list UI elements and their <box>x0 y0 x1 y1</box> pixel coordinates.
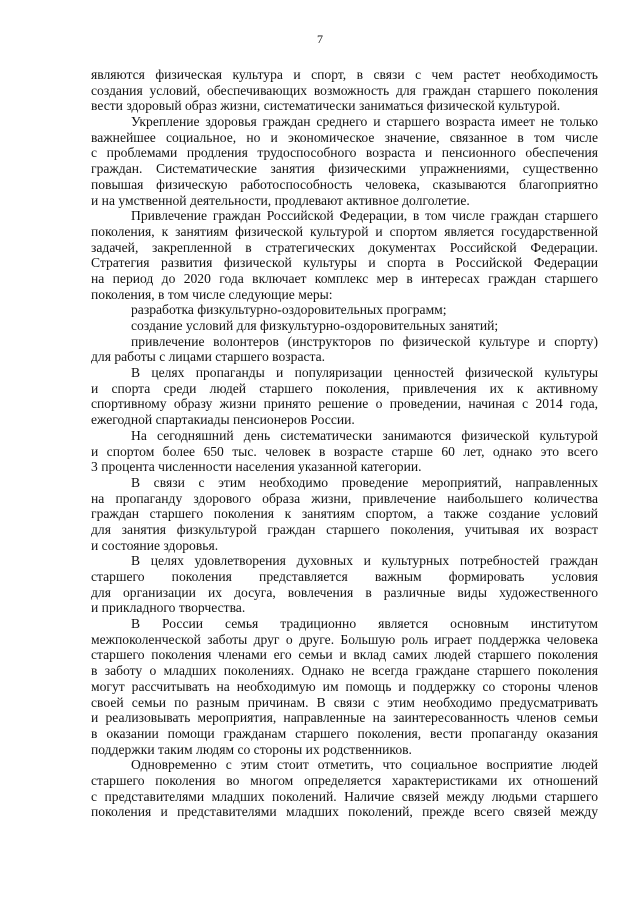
text-line: и спорта среди людей старшего поколения, привлечения их к активному <box>91 380 598 396</box>
text-line: В России семья традиционно является основным институтом <box>131 616 598 632</box>
text-line: 3 процента численности населения указанной категории. <box>91 459 422 475</box>
text-line: на период до 2020 года включает комплекс мер в интересах граждан старшего <box>91 270 598 286</box>
text-line: могут рассчитывать на необходимую им помощь и поддержку со стороны членов <box>91 678 598 694</box>
text-line: важнейшее социальное, но и экономическое значение, связанное в том числе <box>91 129 598 145</box>
text-line: и состояние здоровья. <box>91 537 219 553</box>
text-line: для работы с лицами старшего возраста. <box>91 349 326 365</box>
text-line: повышая физическую работоспособность человека, сказываются благоприятно <box>91 176 598 192</box>
text-line: являются физическая культура и спорт, в связи с чем растет необходимость <box>91 67 598 82</box>
text-line: поколения, к занятиям физической культурой и спортом является государственной <box>91 223 598 239</box>
text-line: с представителями младших поколений. Наличие связей между людьми старшего <box>91 788 598 804</box>
text-line: разработка физкультурно-оздоровительных программ; <box>131 302 447 318</box>
text-line: межпоколенческой заботы друг о друге. Большую роль играет поддержка человека <box>91 631 598 647</box>
text-line: граждан. Систематические занятия физическими упражнениями, существенно <box>91 161 598 177</box>
text-line: и прикладного творчества. <box>91 600 246 616</box>
text-line: В целях удовлетворения духовных и культурных потребностей граждан <box>131 553 598 569</box>
text-line: своей семьи по разным причинам. В связи с этим необходимо предусматривать <box>91 694 598 710</box>
document-body <box>91 67 598 820</box>
text-line: Привлечение граждан Российской Федерации, в том числе граждан старшего <box>131 208 598 224</box>
text-line: Стратегия развития физической культуры и спорта в Российской Федерации <box>91 255 598 271</box>
text-line: привлечение волонтеров (инструкторов по физической культуре и спорту) <box>131 333 598 349</box>
text-line: вести здоровый образ жизни, систематически заниматься физической культурой. <box>91 98 561 114</box>
text-line: и реализовывать мероприятия, направленные на заинтересованность членов семьи <box>91 710 598 726</box>
text-line: В связи с этим необходимо проведение мероприятий, направленных <box>131 474 598 490</box>
text-line: задачей, закрепленной в стратегических документах Российской Федерации. <box>91 239 598 255</box>
text-line: старшего поколения членами его семьи и вклад самих людей старшего поколения <box>91 647 598 663</box>
text-line: старшего поколения представляется важным формировать условия <box>91 569 598 584</box>
text-line: с проблемами продления трудоспособного возраста и пенсионного обеспечения <box>91 145 598 161</box>
text-line: Одновременно с этим стоит отметить, что социальное восприятие людей <box>131 757 598 773</box>
text-line: ежегодной спартакиады пенсионеров России. <box>91 412 355 428</box>
text-line: и на умственной деятельности, продлевают активное долголетие. <box>91 192 470 208</box>
page-number: 7 <box>317 32 323 46</box>
text-line: граждан старшего поколения к занятиям спортом, а также создание условий <box>91 506 598 522</box>
text-line: В целях пропаганды и популяризации ценностей физической культуры <box>131 365 598 381</box>
text-line: создание условий для физкультурно-оздоровительных занятий; <box>131 318 499 333</box>
text-line: в оказании помощи гражданам старшего поколения, вести пропаганду оказания <box>91 725 598 741</box>
text-line: поколения, в том числе следующие меры: <box>91 286 333 302</box>
text-line: и спортом более 650 тыс. человек в возрасте старше 60 лет, однако это всего <box>91 443 598 459</box>
text-line: для занятия физкультурой граждан старшего поколения, учитывая их возраст <box>91 521 598 537</box>
text-line: на пропаганду здорового образа жизни, привлечение наибольшего количества <box>91 490 598 506</box>
text-line: На сегодняшний день систематически занимаются физической культурой <box>131 427 598 443</box>
text-line: спортивному образу жизни принято решение о проведении, начиная с 2014 года, <box>91 396 598 412</box>
text-line: создания условий, обеспечивающих возможность для граждан старшего поколения <box>91 82 598 98</box>
text-line: поддержки таким людям со стороны их родственников. <box>91 741 412 757</box>
text-line: старшего поколения во многом определяется характеристиками их отношений <box>91 772 598 788</box>
text-line: в заботу о младших поколениях. Однако не всегда граждане старшего поколения <box>91 663 598 679</box>
text-line: поколения и представителями младших поколений, прежде всего связей между <box>91 804 598 820</box>
text-line: для организации их досуга, вовлечения в различные виды художественного <box>91 584 598 600</box>
text-line: Укрепление здоровья граждан среднего и старшего возраста имеет не только <box>131 114 598 130</box>
